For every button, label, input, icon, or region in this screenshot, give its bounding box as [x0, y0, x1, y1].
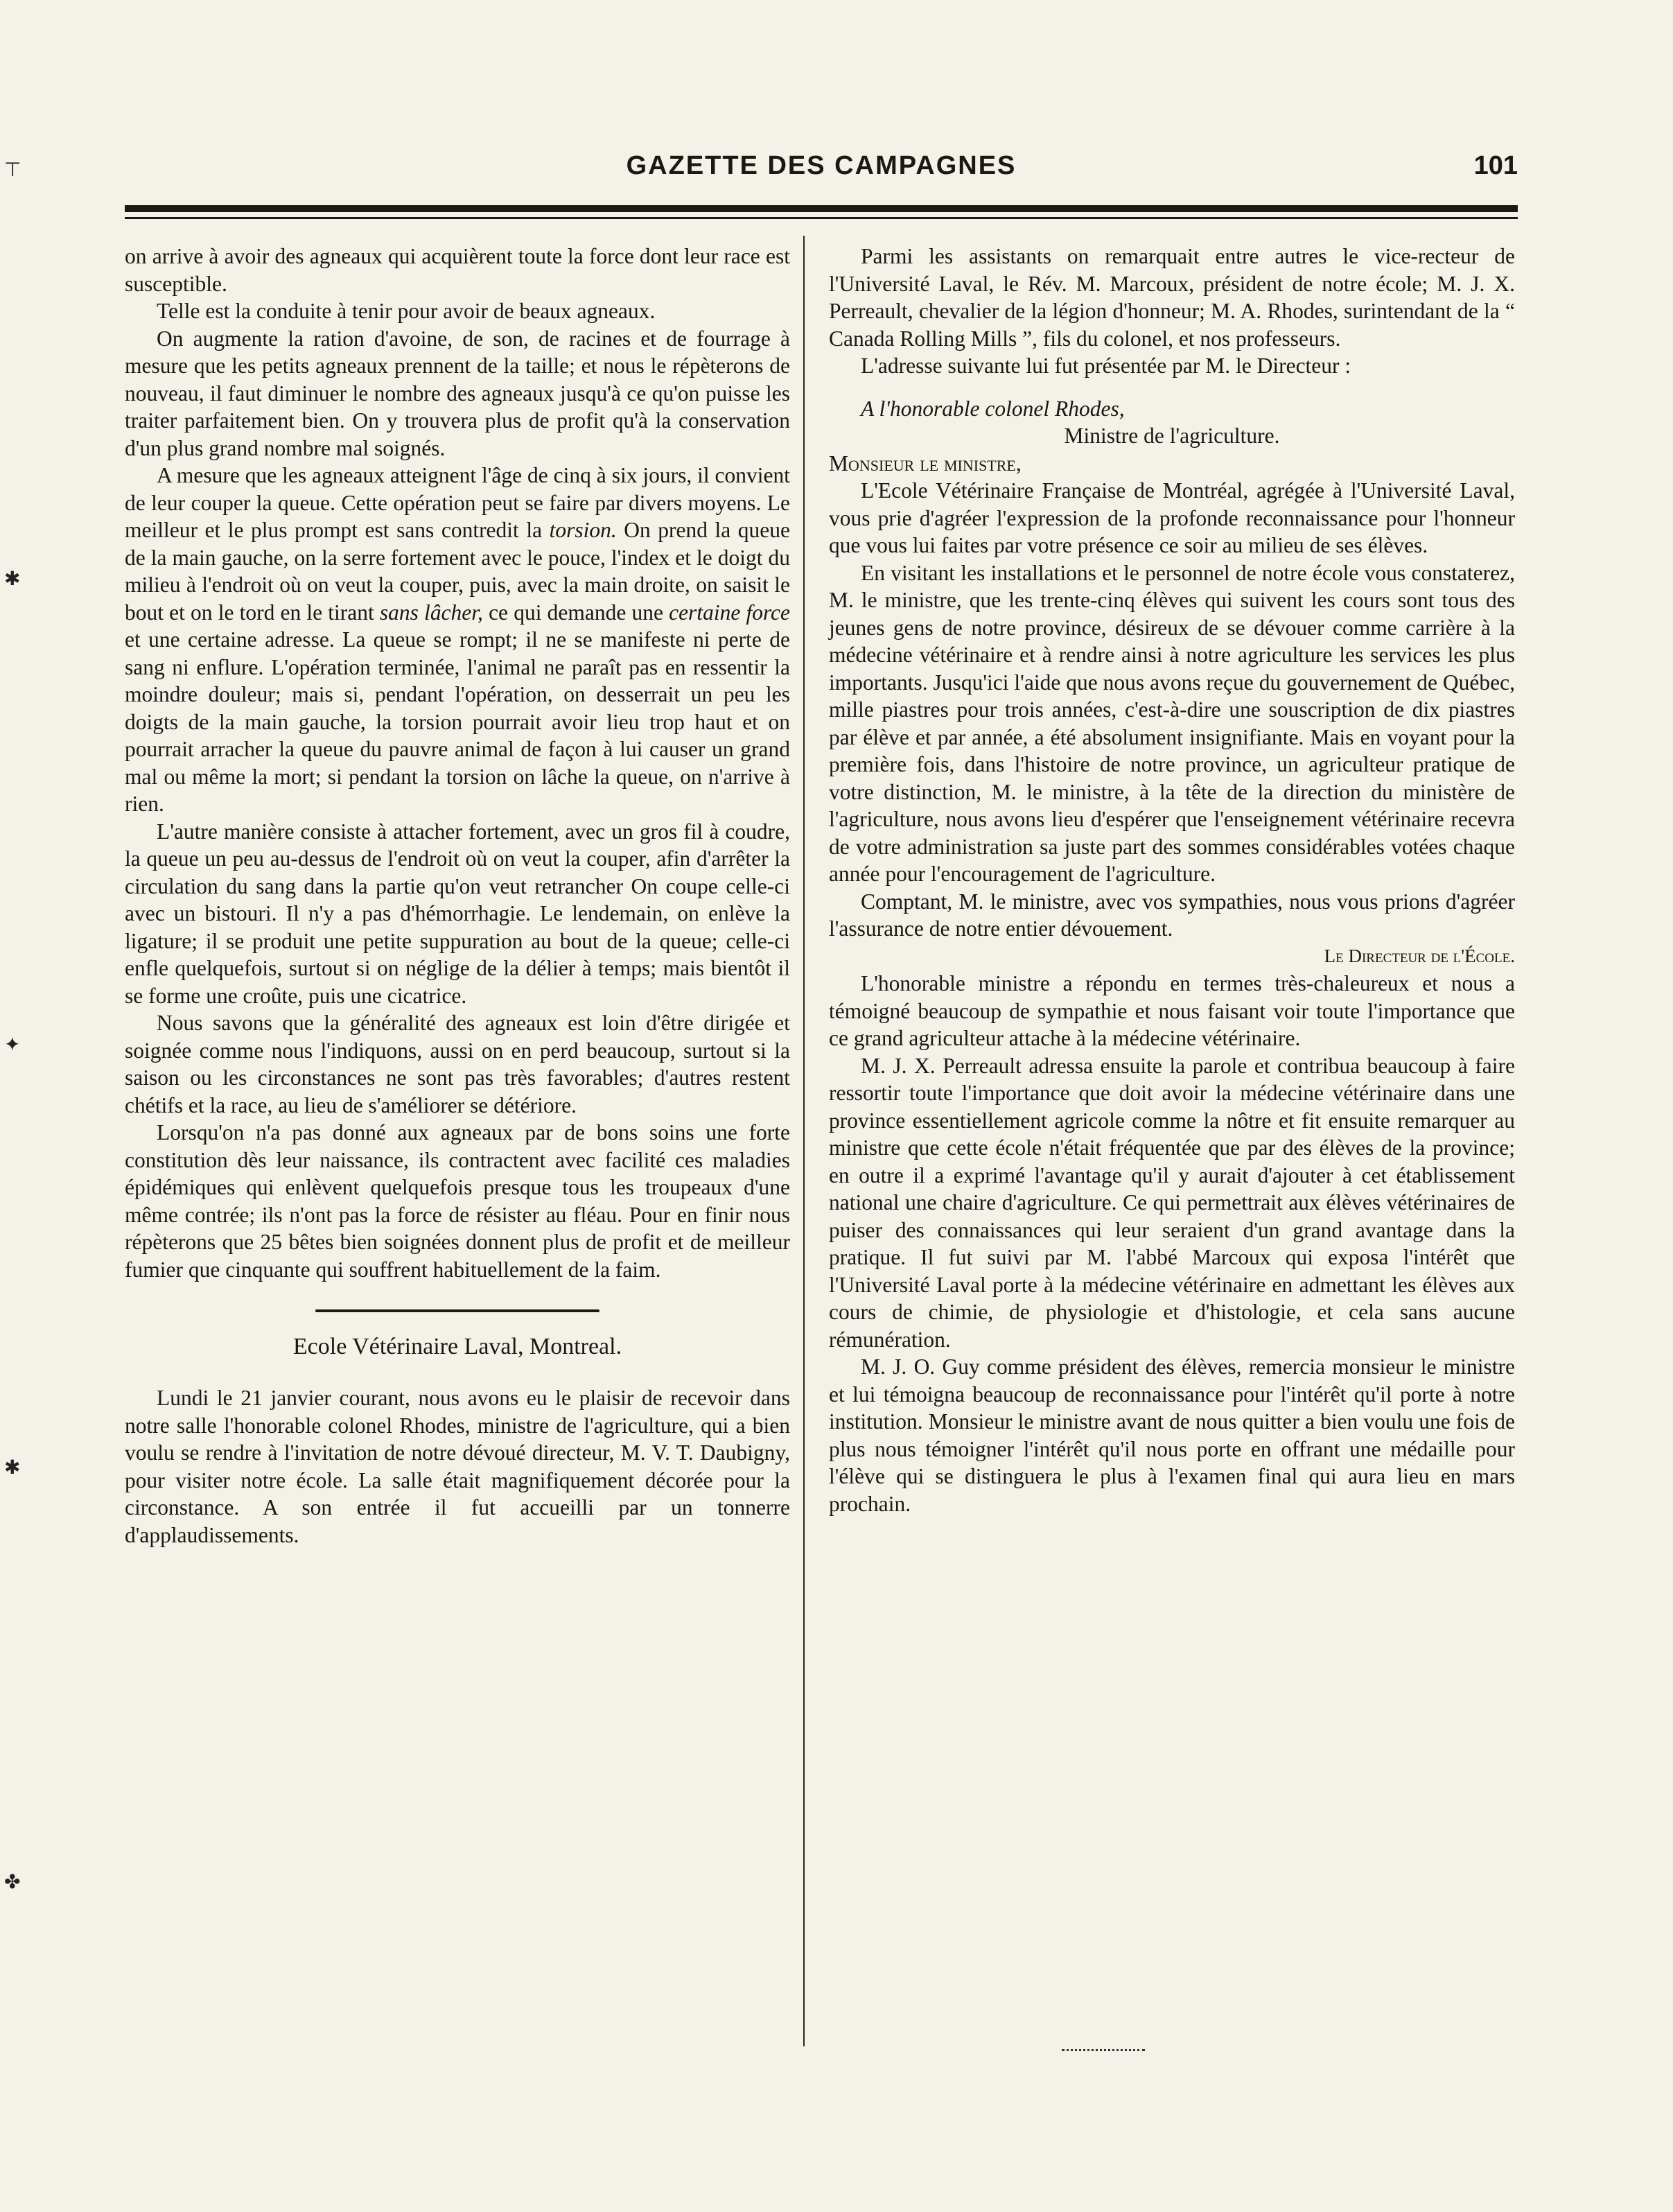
margin-mark-icon: ✱ — [4, 567, 21, 590]
paragraph: Telle est la conduite à tenir pour avoir de beaux agneaux. — [157, 299, 656, 323]
paragraph: L'autre manière consiste à attacher fortement, avec un gros fil à coudre, la queue un peu au-dessus de l'endroit où on veut la couper, afin d'arrêter la circulation du sang dans la partie qu'on veut retrancher On coupe celle-ci avec un bistouri. Il n'y a pas d'hémorrhagie. Le lendemain, on enlève la ligature; il se produit une petite suppuration au bout de la queue; celle-ci enfle quelquefois, surtout si on néglige de la délier à temps; mais bientôt il se forme une croûte, puis une cicatrice. — [125, 819, 790, 1008]
section-divider — [315, 1309, 599, 1312]
header-rule-thick — [125, 205, 1518, 212]
column-divider — [803, 236, 805, 2046]
header-rule-thin — [125, 217, 1518, 219]
publication-title: GAZETTE DES CAMPAGNES — [626, 151, 1017, 180]
text-run: et une certaine adresse. La queue se rompt; il ne se manifeste ni perte de sang ni enflure. L'opération terminée, l'animal ne paraît pas en ressentir la moindre douleur; mais si, pendant l'opération, on desserrait un peu les doigts de la main gauche, la torsion pourrait avoir lieu trop haut et on pourrait arracher la queue du pauvre animal de façon à lui causer un grand mal ou même la mort; si pendant la torsion on lâche la queue, on n'arrive à rien. — [125, 627, 790, 816]
letter-signature: Le Directeur de l'École. — [1324, 945, 1515, 966]
paragraph: Lorsqu'on n'a pas donné aux agneaux par de bons soins une forte constitution dès leur naissance, ils contractent avec facilité ces maladies épidémiques qui enlèvent quelquefois presque tous les troupeaux d'une même contrée; ils n'ont pas la force de résister au fléau. Pour en finir nous répèterons que 25 bêtes bien soignées donnent plus de profit et de meilleur fumier que cinquante qui souffrent habituellement de la faim. — [125, 1120, 790, 1282]
text-run: A mesure que les agneaux atteignent l'âge de cinq à six jours, il convient de leur couper la queue. Cette opération peut se faire par divers moyens. Le meilleur et le plus prompt est sans contredit la — [125, 463, 790, 542]
margin-mark-icon: ✤ — [4, 1870, 21, 1893]
letter-paragraph: En visitant les installations et le personnel de notre école vous constaterez, M. le ministre, que les trente-cinq élèves qui suivent les cours sont tous des jeunes gens de notre province, désireux de se dévouer comme carrière à la médecine vétérinaire et à rendre ainsi à notre agriculture les services les plus importants. Jusqu'ici l'aide que nous avons reçue du gouvernement de Québec, mille piastres pour trois années, c'est-à-dire une souscription de dix piastres par élève et par année, a été absolument insignifiante. Mais en voyant pour la première fois, dans l'histoire de notre province, un agriculteur pratique de votre distinction, M. le ministre, à la tête de la direction du ministère de l'agriculture, nous avons lieu d'espérer que l'enseignement vétérinaire recevra de votre administration sa juste part des sommes considérables votées chaque année pour l'encouragement de l'agriculture. — [829, 560, 1515, 886]
torsion-paragraph — [125, 462, 790, 818]
letter-paragraph: L'Ecole Vétérinaire Française de Montréal, agrégée à l'Université Laval, vous prie d'agréer l'expression de la profonde reconnaissance pour l'honneur que vous lui faites par votre présence ce soir au milieu de ses élèves. — [829, 478, 1515, 557]
margin-mark-icon: ✱ — [4, 1456, 21, 1479]
text-run: ce qui demande une — [482, 600, 669, 625]
end-mark — [1062, 2049, 1145, 2051]
paragraph: On augmente la ration d'avoine, de son, de racines et de fourrage à mesure que les petits agneaux prennent de la taille; et nous le répèterons de nouveau, il faut diminuer le nombre des agneaux jusqu'à ce qu'on puisse les traiter parfaitement bien. On y trouvera plus de profit qu'à la conservation d'un plus grand nombre mal soignés. — [125, 326, 790, 460]
paragraph: Lundi le 21 janvier courant, nous avons eu le plaisir de recevoir dans notre salle l'honorable colonel Rhodes, ministre de l'agriculture, qui a bien voulu se rendre à l'invitation de notre dévoué directeur, M. V. T. Daubigny, pour visiter notre école. La salle était magnifiquement décorée pour la circonstance. A son entrée il fut accueilli par un tonnerre d'applaudissements. — [125, 1386, 790, 1547]
letter-salutation: Monsieur le ministre, — [829, 451, 1022, 476]
emphasis-text: certaine force — [669, 600, 791, 625]
margin-mark-icon: ⊤ — [4, 158, 21, 181]
paragraph: M. J. X. Perreault adressa ensuite la parole et contribua beaucoup à faire ressortir toute l'importance que doit avoir la médecine vétérinaire dans une province essentiellement agricole comme la nôtre et fit ensuite remarquer au ministre que cette école n'était fréquentée que par des élèves de la province; en outre il a exprimé l'avantage qu'il y aurait d'ajouter à cet établissement national une chaire d'agriculture. Ce qui permettrait aux élèves vétérinaires de puiser des connaissances qui leur seraient d'un grand avantage dans la pratique. Il fut suivi par M. l'abbé Marcoux qui exposa l'intérêt que l'Université Laval porte à la médecine vétérinaire en admettant les élèves aux cours de chimie, de physiologie et d'histologie, et cela sans aucune rémunération. — [829, 1053, 1515, 1352]
right-column — [829, 243, 1515, 1517]
letter-addressee: A l'honorable colonel Rhodes, — [861, 396, 1125, 421]
letter-paragraph: Comptant, M. le ministre, avec vos sympathies, nous vous prions d'agréer l'assurance de notre entier dévouement. — [829, 889, 1515, 941]
emphasis-text: sans lâcher, — [379, 600, 483, 625]
section-heading: Ecole Vétérinaire Laval, Montreal. — [292, 1334, 622, 1359]
paragraph: Nous savons que la généralité des agneaux est loin d'être dirigée et soignée comme nous l'indiquons, aussi on en perd beaucoup, surtout si la saison ou les circonstances ne sont pas très favorables; d'autres restent chétifs et la race, au lieu de s'améliorer se détériore. — [125, 1011, 790, 1117]
letter-addressee-title: Ministre de l'agriculture. — [1064, 424, 1280, 448]
emphasis-text: torsion. — [549, 518, 617, 542]
paragraph: on arrive à avoir des agneaux qui acquièrent toute la force dont leur race est susceptible. — [125, 244, 790, 296]
margin-mark-icon: ✦ — [4, 1033, 21, 1056]
paragraph: L'honorable ministre a répondu en termes très-chaleureux et nous a témoigné beaucoup de sympathie et nous faisant voir toute l'importance que ce grand agriculteur attache à la médecine vétérinaire. — [829, 971, 1515, 1050]
page-number: 101 — [1473, 151, 1518, 180]
paragraph: Parmi les assistants on remarquait entre autres le vice-recteur de l'Université Laval, le Rév. M. Marcoux, président de notre école; M. J. X. Perreault, chevalier de la légion d'honneur; M. A. Rhodes, surintendant de la “ Canada Rolling Mills ”, fils du colonel, et nos professeurs. — [829, 244, 1515, 351]
text-run: On prend la queue de la main gauche, on la serre fortement avec le pouce, l'index et le doigt du milieu à l'endroit où on veut la couper, puis, avec la main droite, on saisit le bout et on le tord en le tirant — [125, 518, 790, 625]
paragraph: M. J. O. Guy comme président des élèves, remercia monsieur le ministre et lui témoigna beaucoup de reconnaissance pour l'intérêt qu'il porte à notre institution. Monsieur le ministre avant de nous quitter a bien voulu une fois de plus nous témoigner l'intérêt qu'il nous porte en offrant une médaille pour l'élève qui se distinguera le plus à l'examen final qui aura lieu en mars prochain. — [829, 1355, 1515, 1516]
masthead — [125, 151, 1518, 193]
paragraph: L'adresse suivante lui fut présentée par M. le Directeur : — [861, 354, 1351, 378]
left-column — [125, 243, 790, 1549]
